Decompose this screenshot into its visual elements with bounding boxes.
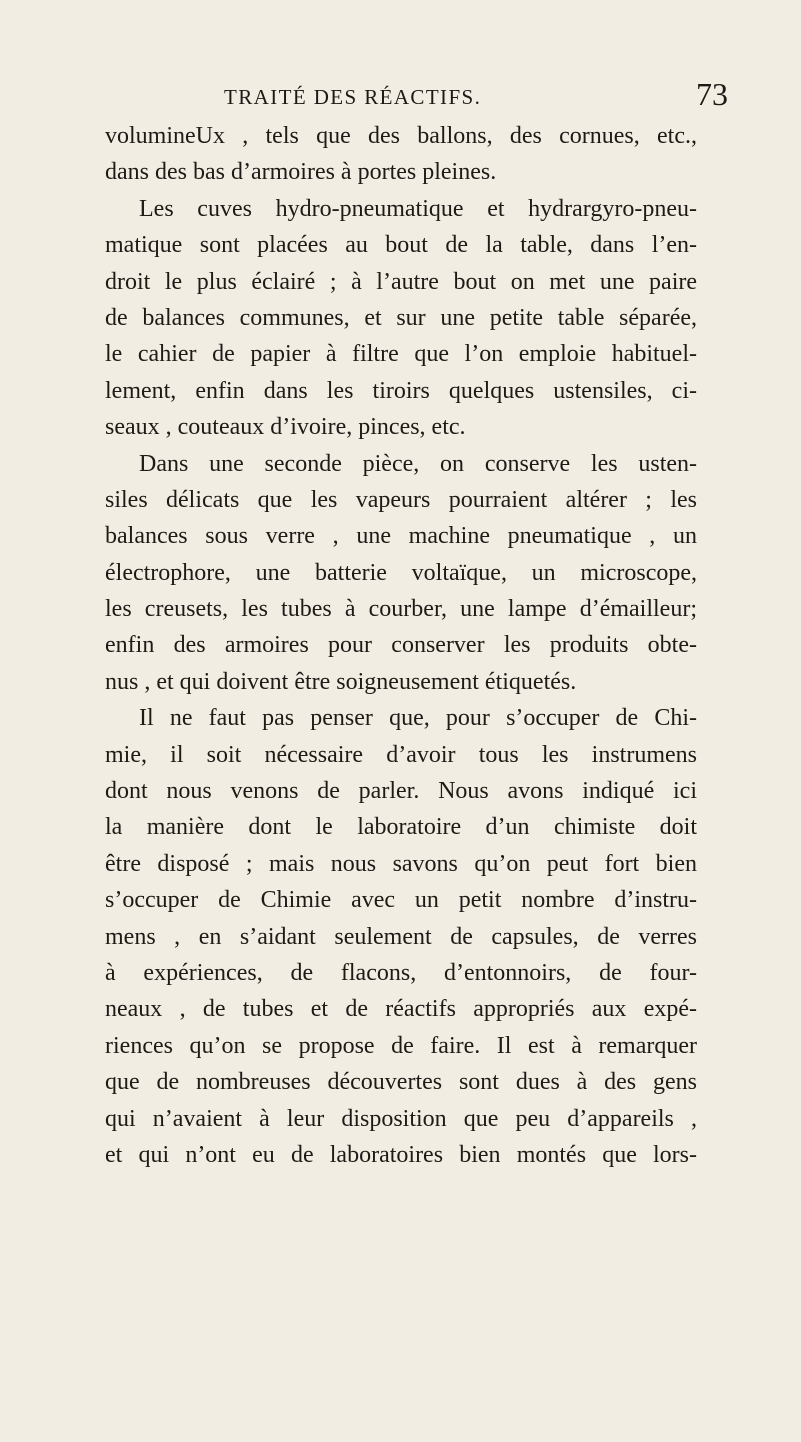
text-line: Dans une seconde pièce, on conserve les usten- [139,450,697,477]
text-line: être disposé ; mais nous savons qu’on peut fort bien [105,850,697,877]
running-title: TRAITÉ DES RÉACTIFS. [224,85,482,109]
text-line: Il ne faut pas penser que, pour s’occuper de Chi- [139,705,697,732]
text-line: dans des bas d’armoires à portes pleines. [105,159,497,186]
text-line: Les cuves hydro-pneumatique et hydrargyro-pneu- [139,195,697,222]
text-line: s’occuper de Chimie avec un petit nombre d’instru- [105,887,697,914]
text-line: le cahier de papier à filtre que l’on emploie habituel- [105,341,697,368]
text-line: seaux , couteaux d’ivoire, pinces, etc. [105,414,466,441]
page-header [0,76,801,118]
text-line: nus , et qui doivent être soigneusement étiquetés. [105,668,577,695]
text-line: balances sous verre , une machine pneumatique , un [105,523,697,550]
text-line: riences qu’on se propose de faire. Il est à remarquer [105,1032,697,1059]
text-line: droit le plus éclairé ; à l’autre bout on met une paire [105,268,697,295]
text-line: de balances communes, et sur une petite table séparée, [105,304,697,331]
text-line: neaux , de tubes et de réactifs appropriés aux expé- [105,996,697,1023]
text-line: et qui n’ont eu de laboratoires bien montés que lors- [105,1141,697,1168]
text-line: mens , en s’aidant seulement de capsules, de verres [105,923,697,950]
text-line: enfin des armoires pour conserver les produits obte- [105,632,697,659]
text-line: électrophore, une batterie voltaïque, un microscope, [105,559,697,586]
text-line: qui n’avaient à leur disposition que peu d’appareils , [105,1105,697,1132]
text-line: siles délicats que les vapeurs pourraient altérer ; les [105,486,697,513]
text-line: que de nombreuses découvertes sont dues à des gens [105,1069,697,1096]
text-line: volumineUx , tels que des ballons, des cornues, etc., [105,123,697,149]
text-line: mie, il soit nécessaire d’avoir tous les instrumens [105,741,697,768]
page-number: 73 [696,76,728,112]
text-line: matique sont placées au bout de la table, dans l’en- [105,232,697,259]
text-line: la manière dont le laboratoire d’un chimiste doit [105,814,697,841]
text-line: les creusets, les tubes à courber, une lampe d’émailleur; [105,596,697,623]
text-line: à expériences, de flacons, d’entonnoirs, de four- [105,959,697,986]
body-text [105,118,697,1173]
text-line: dont nous venons de parler. Nous avons indiqué ici [105,778,697,805]
text-line: lement, enfin dans les tiroirs quelques ustensiles, ci- [105,377,697,404]
